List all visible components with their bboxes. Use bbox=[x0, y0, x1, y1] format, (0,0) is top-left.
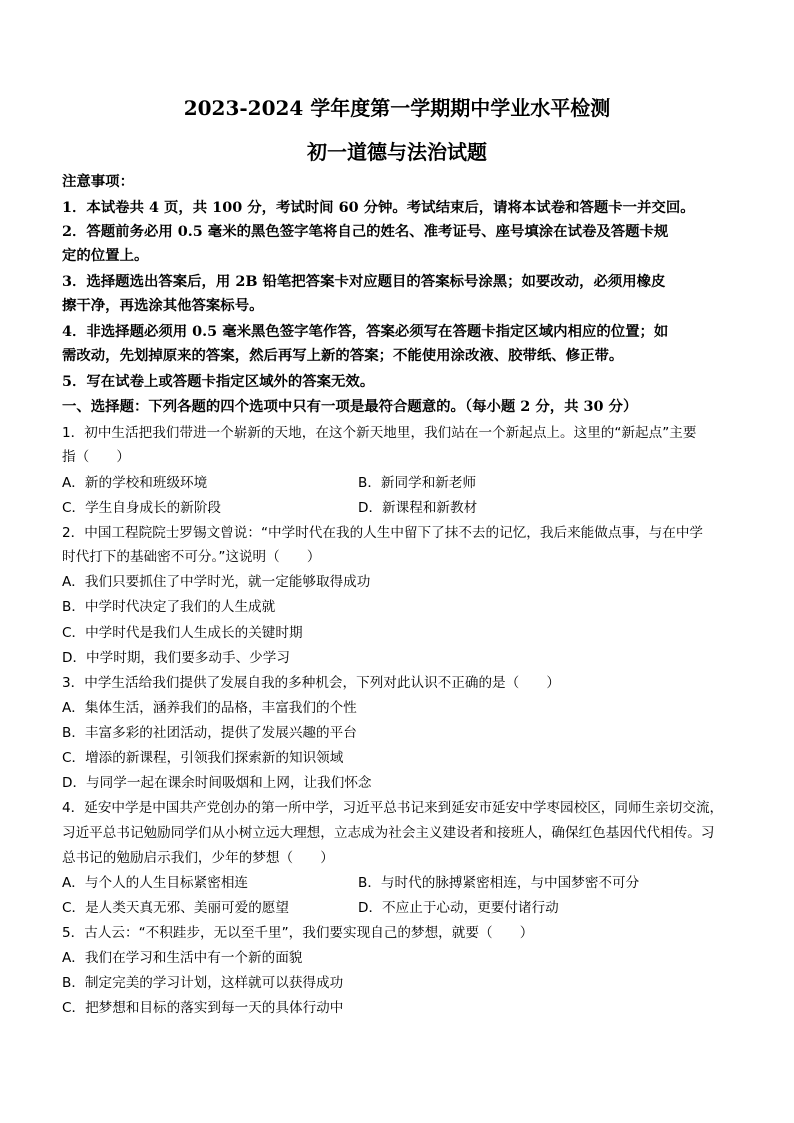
option-a: A．集体生活，涵养我们的品格，丰富我们的个性 bbox=[62, 700, 357, 716]
exam-subtitle: 初一道德与法治试题 bbox=[307, 140, 487, 164]
question-stem: 1．初中生活把我们带进一个崭新的天地，在这个新天地里，我们站在一个新起点上。这里的“新起点”主要 bbox=[62, 425, 697, 441]
option-c: C．把梦想和目标的落实到每一天的具体行动中 bbox=[62, 1000, 344, 1016]
question-stem: 2．中国工程院院士罗锡文曾说：“中学时代在我的人生中留下了抹不去的记忆，我后来能做点事，与在中学 bbox=[62, 525, 704, 541]
question-stem: 5．古人云：“不积跬步，无以至千里”，我们要实现自己的梦想，就要（ ） bbox=[62, 925, 534, 941]
option-d: D．与同学一起在课余时间吸烟和上网，让我们怀念 bbox=[62, 775, 372, 791]
exam-title: 2023-2024 学年度第一学期期中学业水平检测 bbox=[183, 96, 611, 120]
question-stem: 习近平总书记勉励同学们从小树立远大理想，立志成为社会主义建设者和接班人，确保红色基因代代相传。习 bbox=[62, 825, 715, 841]
question-stem: 3．中学生活给我们提供了发展自我的多种机会，下列对此认识不正确的是（ ） bbox=[62, 675, 561, 691]
option-b: B．制定完美的学习计划，这样就可以获得成功 bbox=[62, 975, 344, 991]
option-b: B．中学时代决定了我们的人生成就 bbox=[62, 599, 276, 615]
option-a: A．新的学校和班级环境 bbox=[62, 475, 208, 491]
option-b: B．新同学和新老师 bbox=[358, 475, 477, 491]
option-c: C．学生自身成长的新阶段 bbox=[62, 500, 222, 516]
notice-line: 2．答题前务必用 0.5 毫米的黑色签字笔将自己的姓名、准考证号、座号填涂在试卷及答题卡规 bbox=[62, 223, 669, 240]
question-stem: 总书记的勉励启示我们，少年的梦想（ ） bbox=[62, 850, 334, 866]
option-c: C．增添的新课程，引领我们探索新的知识领域 bbox=[62, 750, 344, 766]
option-a: A．与个人的人生目标紧密相连 bbox=[62, 875, 249, 891]
notice-line: 定的位置上。 bbox=[62, 247, 149, 264]
option-b: B．丰富多彩的社团活动，提供了发展兴趣的平台 bbox=[62, 725, 357, 741]
option-d: D．中学时期，我们要多动手、少学习 bbox=[62, 650, 290, 666]
notice-line: 4．非选择题必须用 0.5 毫米黑色签字笔作答，答案必须写在答题卡指定区域内相应的位置；如 bbox=[62, 323, 669, 340]
option-a: A．我们只要抓住了中学时光，就一定能够取得成功 bbox=[62, 574, 371, 590]
section-heading: 一、选择题：下列各题的四个选项中只有一项是最符合题意的。（每小题 2 分，共 30 分） bbox=[62, 398, 638, 415]
notice-line: 3．选择题选出答案后，用 2B 铅笔把答案卡对应题目的答案标号涂黑；如要改动，必须用橡皮 bbox=[62, 273, 666, 290]
notice-line: 擦干净，再选涂其他答案标号。 bbox=[62, 297, 264, 314]
notice-line: 5．写在试卷上或答题卡指定区域外的答案无效。 bbox=[62, 373, 375, 390]
option-b: B．与时代的脉搏紧密相连，与中国梦密不可分 bbox=[358, 875, 640, 891]
option-c: C．是人类天真无邪、美丽可爱的愿望 bbox=[62, 900, 289, 916]
option-c: C．中学时代是我们人生成长的关键时期 bbox=[62, 625, 303, 641]
notice-heading: 注意事项： bbox=[62, 173, 134, 190]
notice-line: 需改动，先划掉原来的答案，然后再写上新的答案；不能使用涂改液、胶带纸、修正带。 bbox=[62, 347, 624, 364]
option-d: D．不应止于心动，更要付诸行动 bbox=[358, 900, 559, 916]
question-stem: 指（ ） bbox=[62, 449, 130, 465]
option-a: A．我们在学习和生活中有一个新的面貌 bbox=[62, 950, 303, 966]
question-stem: 4．延安中学是中国共产党创办的第一所中学，习近平总书记来到延安市延安中学枣园校区，同师生亲切交流， bbox=[62, 800, 724, 816]
notice-line: 1．本试卷共 4 页，共 100 分，考试时间 60 分钟。考试结束后，请将本试卷和答题卡一并交回。 bbox=[62, 199, 695, 216]
option-d: D．新课程和新教材 bbox=[358, 500, 478, 516]
question-stem: 时代打下的基础密不可分。”这说明（ ） bbox=[62, 549, 321, 565]
